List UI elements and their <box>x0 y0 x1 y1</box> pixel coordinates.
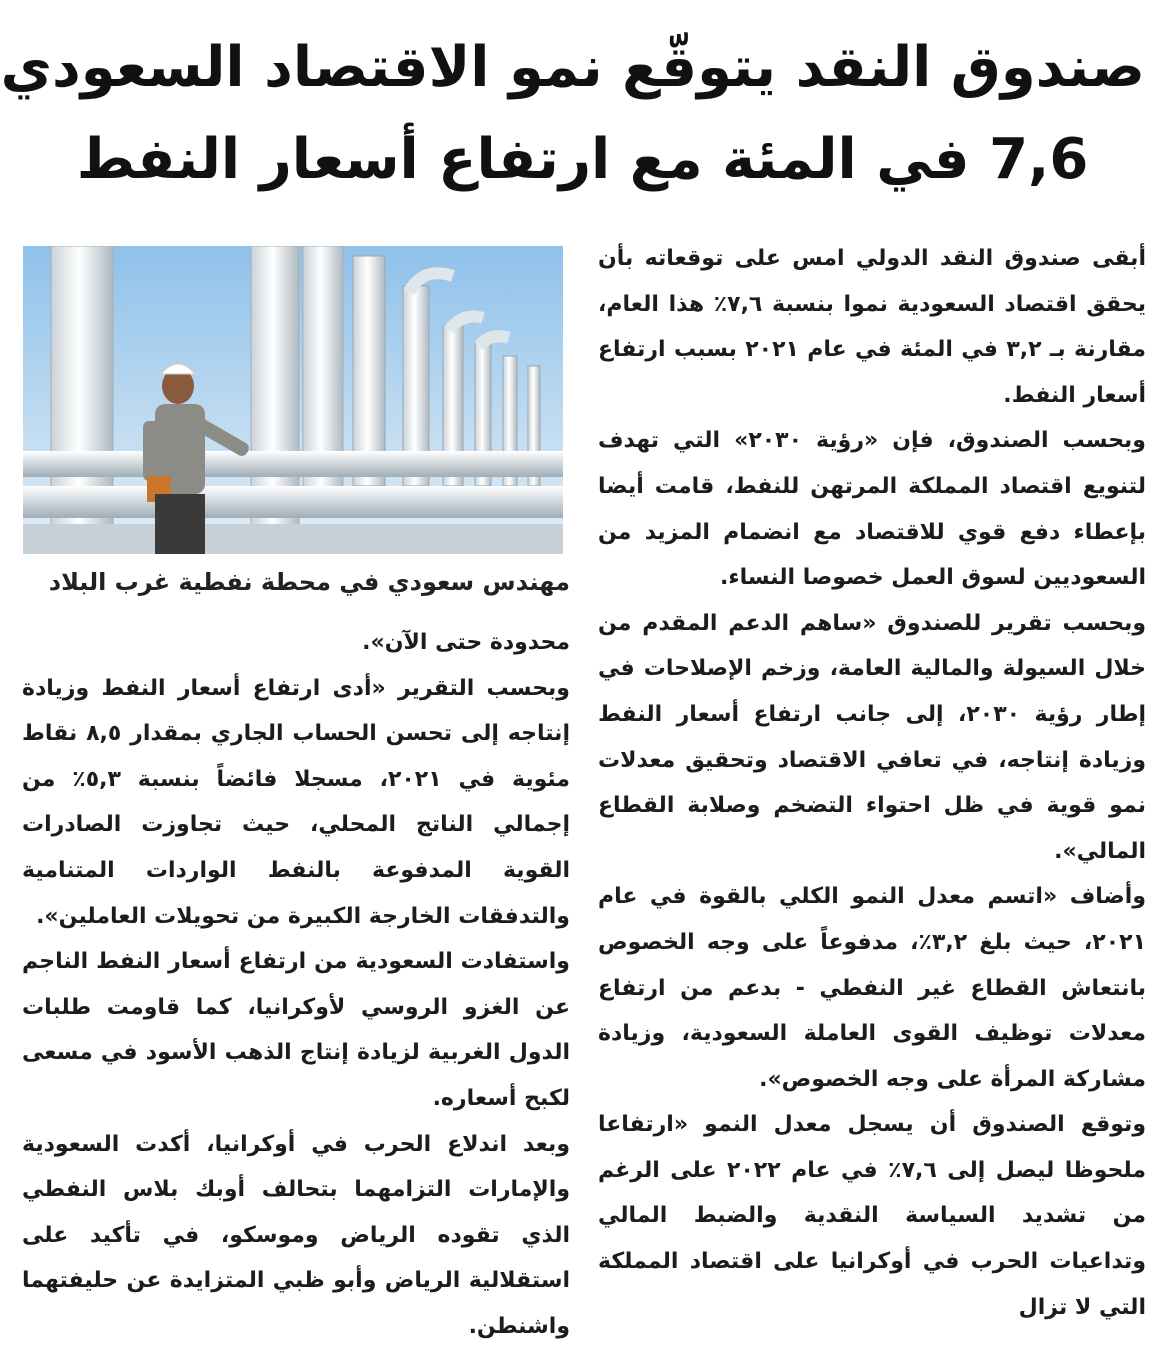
paragraph: وبعد اندلاع الحرب في أوكرانيا، أكدت السعودية والإمارات التزامهما بتحالف أوبك بلاس النفطي الذي تقوده الرياض وموسكو، في تأكيد على استقلالية الرياض وأبو ظبي المتزايدة عن حليفتهما واشنطن. <box>22 1131 570 1339</box>
paragraph: وتوقع الصندوق أن يسجل معدل النمو «ارتفاعا ملحوظا ليصل إلى ٧,٦٪ في عام ٢٠٢٢ على الرغم من تشديد السياسة النقدية والضبط المالي وتداعيات الحرب في أوكرانيا على اقتصاد المملكة التي لا تزال <box>598 1112 1147 1320</box>
paragraph: وبحسب تقرير للصندوق «ساهم الدعم المقدم من خلال السيولة والمالية العامة، وزخم الإصلاحات في إطار رؤية ٢٠٣٠، إلى جانب ارتفاع أسعار النفط وزيادة إنتاجه، في تعافي الاقتصاد وتحقيق معدلات نمو قوية في ظل احتواء التضخم وصلابة القطاع المالي». <box>598 610 1147 864</box>
article-column-left <box>22 620 570 1350</box>
paragraph: وبحسب التقرير «أدى ارتفاع أسعار النفط وزيادة إنتاجه إلى تحسن الحساب الجاري بمقدار ٨,٥ نقاط مئوية في ٢٠٢١، مسجلا فائضاً بنسبة ٥,٣٪ من إجمالي الناتج المحلي، حيث تجاوزت الصادرات القوية المدفوعة بالنفط الواردات المتنامية والتدفقات الخارجة الكبيرة من تحويلات العاملين». <box>22 675 570 929</box>
paragraph: واستفادت السعودية من ارتفاع أسعار النفط الناجم عن الغزو الروسي لأوكرانيا، كما قاومت طلبات الدول الغربية لزيادة إنتاج الذهب الأسود في مسعى لكبح أسعاره. <box>22 949 570 1111</box>
paragraph: أبقى صندوق النقد الدولي امس على توقعاته بأن يحقق اقتصاد السعودية نموا بنسبة ٧,٦٪ هذا العام، مقارنة بـ ٣,٢ في المئة في عام ٢٠٢١ بسبب ارتفاع أسعار النفط. <box>598 246 1146 408</box>
photo-caption: مهندس سعودي في محطة نفطية غرب البلاد <box>48 568 570 596</box>
article-photo <box>23 246 563 554</box>
headline <box>0 22 1145 206</box>
oil-plant-photo-illustration <box>23 246 563 554</box>
article-column-right <box>598 236 1146 1330</box>
paragraph: وأضاف «اتسم معدل النمو الكلي بالقوة في عام ٢٠٢١، حيث بلغ ٣,٢٪، مدفوعاً على وجه الخصوص بانتعاش القطاع غير النفطي - بدعم من ارتفاع معدلات توظيف القوى العاملة السعودية، وزيادة مشاركة المرأة على وجه الخصوص». <box>598 884 1146 1092</box>
paragraph: وبحسب الصندوق، فإن «رؤية ٢٠٣٠» التي تهدف لتنويع اقتصاد المملكة المرتهن للنفط، قامت أيضا بإعطاء دفع قوي للاقتصاد مع انضمام المزيد من السعوديين لسوق العمل خصوصا النساء. <box>598 428 1146 591</box>
headline-line-1: صندوق النقد يتوقّع نمو الاقتصاد السعودي <box>0 35 1145 100</box>
headline-line-2: 7,6 في المئة مع ارتفاع أسعار النفط <box>76 127 1089 192</box>
paragraph: محدودة حتى الآن». <box>362 630 570 655</box>
